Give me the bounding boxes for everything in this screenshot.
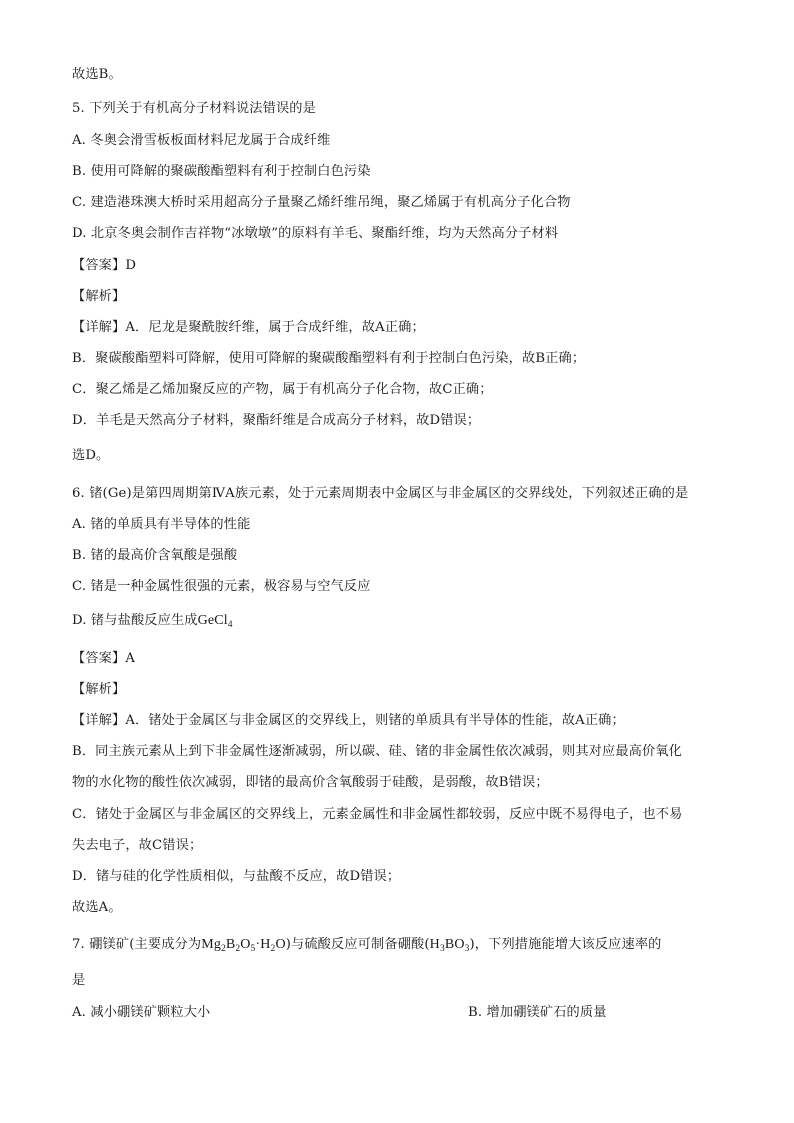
- q6-detail-b-line1: B．同主族元素从上到下非金属性逐渐减弱，所以碳、硅、锗的非金属性依次减弱，则其对应最高价氧化: [72, 744, 683, 759]
- q6-option-a: A. 锗的单质具有半导体的性能: [72, 517, 251, 532]
- q6-option-b: B. 锗的最高价含氧酸是强酸: [72, 548, 238, 563]
- q5-stem: 5. 下列关于有机高分子材料说法错误的是: [72, 101, 316, 116]
- q6-answer: [72, 650, 135, 668]
- q5-option-b: B. 使用可降解的聚碳酸酯塑料有利于控制白色污染: [72, 164, 371, 179]
- q7-stem-line2: 是: [72, 973, 86, 988]
- q6-option-c: C. 锗是一种金属性很强的元素，极容易与空气反应: [72, 579, 371, 594]
- previous-conclusion: 故选B。: [72, 67, 122, 82]
- q6-detail-d: D．锗与硅的化学性质相似，与盐酸不反应，故D错误；: [72, 869, 401, 884]
- q6-detail-a: 【详解】A．锗处于金属区与非金属区的交界线上，则锗的单质具有半导体的性能，故A正确；: [72, 713, 625, 728]
- q5-option-c: C. 建造港珠澳大桥时采用超高分子量聚乙烯纤维吊绳，聚乙烯属于有机高分子化合物: [72, 195, 571, 210]
- gecl4-formula: GeCl$_4$: [197, 613, 233, 630]
- q5-detail-c: C．聚乙烯是乙烯加聚反应的产物，属于有机高分子化合物，故C正确；: [72, 382, 493, 397]
- q5-answer: [72, 257, 136, 275]
- q6-stem: 6. 锗(Ge)是第四周期第ⅣA族元素，处于元素周期表中金属区与非金属区的交界线处，下列叙述正确的是: [72, 486, 689, 501]
- q5-detail-a: 【详解】A．尼龙是聚酰胺纤维，属于合成纤维，故A正确；: [72, 320, 425, 335]
- q5-analysis-label: 【解析】: [72, 289, 126, 304]
- q5-conclusion: 选D。: [72, 448, 110, 463]
- q5-detail-b: B．聚碳酸酯塑料可降解，使用可降解的聚碳酸酯塑料有利于控制白色污染，故B正确；: [72, 351, 586, 366]
- q6-conclusion: 故选A。: [72, 900, 122, 915]
- q7-option-a: A. 减小硼镁矿颗粒大小: [72, 1005, 211, 1020]
- mg2b2o5-h2o-formula: $Mg_2B_2O_5\cdot H_2O$: [201, 937, 286, 954]
- h3bo3-formula: $H_3BO_3$: [429, 937, 470, 954]
- q5-option-a: A. 冬奥会滑雪板板面材料尼龙属于合成纤维: [72, 133, 331, 148]
- q6-option-d: [72, 612, 233, 630]
- answer-label: 【答案】: [72, 258, 126, 273]
- q6-option-d-text: D. 锗与盐酸反应生成: [72, 613, 198, 628]
- q5-option-d: D. 北京冬奥会制作吉祥物“冰墩墩”的原料有羊毛、聚酯纤维，均为天然高分子材料: [72, 226, 559, 241]
- q7-stem: 7. 硼镁矿(主要成分为$Mg_2B_2O_5\cdot H_2O$)与硫酸反应可制备硼酸$(H_3BO_3)$，下列措施能增大该反应速率的: [72, 937, 662, 954]
- answer-value: D: [125, 258, 137, 273]
- q6-detail-c-line1: C．锗处于金属区与非金属区的交界线上，元素金属性和非金属性都较弱，反应中既不易得电子，也不易: [72, 807, 683, 822]
- q6-analysis-label: 【解析】: [72, 682, 126, 697]
- q7-options-row: [72, 1004, 722, 1022]
- answer-value: A: [125, 651, 136, 666]
- q6-detail-b-line2: 物的水化物的酸性依次减弱，即锗的最高价含氧酸弱于硅酸，是弱酸，故B错误；: [72, 775, 549, 790]
- q5-detail-d: D．羊毛是天然高分子材料，聚酯纤维是合成高分子材料，故D错误；: [72, 413, 481, 428]
- q7-option-b: B. 增加硼镁矿石的质量: [468, 1005, 607, 1020]
- answer-label: 【答案】: [72, 651, 126, 666]
- q6-detail-c-line2: 失去电子，故C错误；: [72, 838, 203, 853]
